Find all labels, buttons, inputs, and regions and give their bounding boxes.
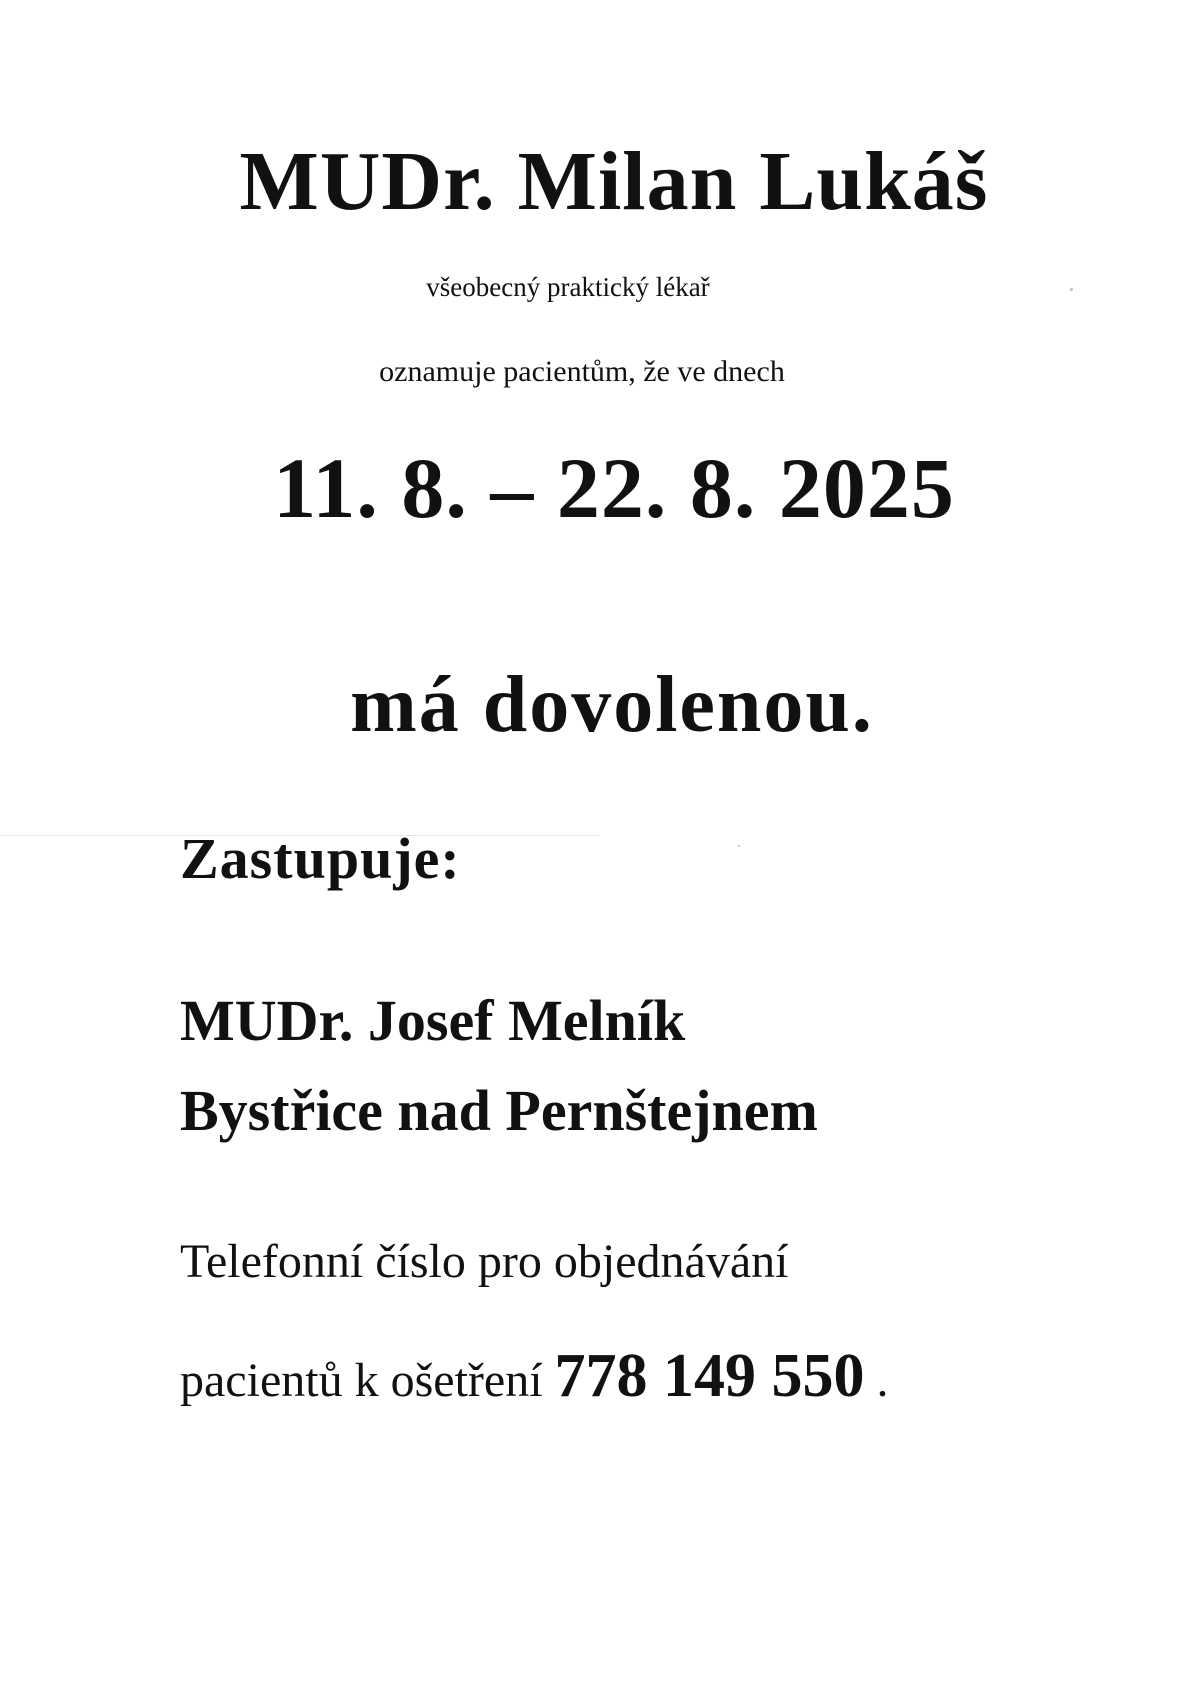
phone-info-line-1: Telefonní číslo pro objednávání xyxy=(180,1235,789,1288)
vacation-statement: má dovolenou. xyxy=(350,661,874,749)
phone-number: 778 149 550 xyxy=(554,1342,865,1410)
substitute-doctor-name: MUDr. Josef Melník xyxy=(180,988,686,1053)
phone-info-text: pacientů k ošetření xyxy=(180,1354,543,1407)
doctor-name-heading: MUDr. Milan Lukáš xyxy=(239,135,989,228)
substitute-label: Zastupuje: xyxy=(180,826,461,891)
vacation-date-range: 11. 8. – 22. 8. 2025 xyxy=(273,440,955,536)
phone-suffix: . xyxy=(864,1354,889,1407)
substitute-location: Bystřice nad Pernštejnem xyxy=(180,1078,818,1143)
announcement-intro: oznamuje pacientům, že ve dnech xyxy=(379,355,785,388)
phone-info-line-2 xyxy=(180,1342,889,1410)
scan-speck xyxy=(738,845,740,847)
doctor-role: všeobecný praktický lékař xyxy=(426,272,710,302)
